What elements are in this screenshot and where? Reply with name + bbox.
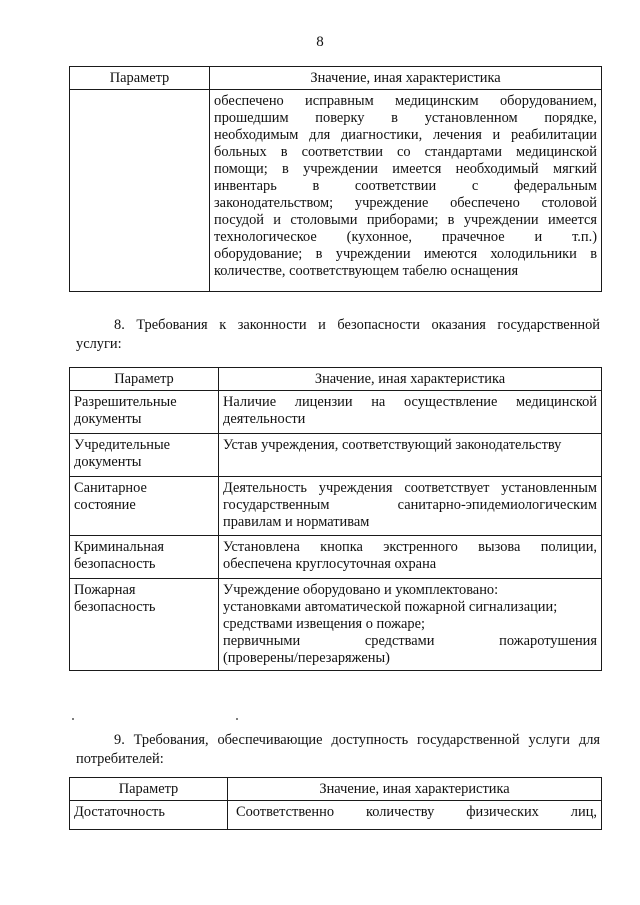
table-row (70, 90, 602, 292)
table-row (70, 477, 602, 536)
parameter-line: состояние (74, 497, 136, 513)
parameter-line: безопасность (74, 556, 156, 572)
scan-speck (236, 718, 238, 720)
value-line: средствами извещения о пожаре; (223, 616, 425, 632)
value-cell (219, 579, 602, 671)
table-equipment (69, 66, 602, 292)
text-line: инвентарь в соответствии с федеральным (214, 178, 597, 194)
value-line: деятельности (223, 411, 306, 427)
value-line: обеспечена круглосуточная охрана (223, 556, 437, 572)
section-8-line-1: 8. Требования к законности и безопасности оказания государственной (114, 317, 600, 333)
table-row (70, 801, 602, 830)
section-9-line-1: 9. Требования, обеспечивающие доступность государственной услуги для (114, 732, 600, 748)
table-row (70, 579, 602, 671)
section-9-heading (76, 731, 600, 769)
value-line: Устав учреждения, соответствующий законодательству (223, 437, 562, 453)
text-line: необходимым для диагностики, лечения и реабилитации (214, 127, 597, 143)
parameter-line: Учредительные (74, 437, 171, 453)
parameter-cell (70, 579, 219, 671)
value-line: Установлена кнопка экстренного вызова полиции, (223, 539, 597, 555)
value-line: Учреждение оборудовано и укомплектовано: (223, 582, 499, 598)
value-line: Наличие лицензии на осуществление медицинской (223, 394, 597, 410)
value-cell (219, 536, 602, 579)
header-parameter: Параметр (70, 368, 219, 391)
value-cell (228, 801, 602, 830)
parameter-cell (70, 90, 210, 292)
header-parameter: Параметр (70, 67, 210, 90)
value-line: правилам и нормативам (223, 514, 370, 530)
parameter-cell: Достаточность (70, 801, 228, 830)
value-line: установками автоматической пожарной сигнализации; (223, 599, 558, 615)
text-line: больных в соответствии со стандартами медицинской (214, 144, 597, 160)
table-row (70, 434, 602, 477)
value-line: (проверены/перезаряжены) (223, 650, 390, 666)
section-8-line-2: услуги: (76, 336, 122, 352)
text-line: прошедшим поверку в установленном порядке, (214, 110, 597, 126)
scan-speck (72, 718, 74, 720)
value-line: Деятельность учреждения соответствует установленным (223, 480, 597, 496)
value-cell (219, 477, 602, 536)
text-line: обеспечено исправным медицинским оборудованием, (214, 93, 597, 109)
page-number: 8 (316, 34, 324, 50)
table-header-row (70, 368, 602, 391)
section-9-line-2: потребителей: (76, 751, 164, 767)
value-line: первичными средствами пожаротушения (223, 633, 597, 649)
parameter-cell (70, 536, 219, 579)
value-line: государственным санитарно-эпидемиологическим (223, 497, 597, 513)
text-line: оборудование; в учреждении имеются холодильники в (214, 246, 597, 262)
header-parameter: Параметр (70, 778, 228, 801)
table-row (70, 536, 602, 579)
parameter-line: безопасность (74, 599, 156, 615)
header-value: Значение, иная характеристика (228, 778, 602, 801)
value-line: Соответственно количеству физических лиц, (236, 804, 597, 820)
text-line: законодательством; учреждение обеспечено столовой (214, 195, 597, 211)
parameter-cell (70, 434, 219, 477)
text-line: количестве, соответствующем табелю оснащения (214, 263, 519, 279)
section-8-heading (76, 316, 600, 354)
parameter-line: Санитарное (74, 480, 147, 496)
value-cell (219, 434, 602, 477)
text-line: посудой и столовыми приборами; в учреждении имеется (214, 212, 597, 228)
table-row (70, 391, 602, 434)
parameter-line: Пожарная (74, 582, 136, 598)
table-accessibility (69, 777, 602, 830)
value-cell (210, 90, 602, 292)
parameter-line: Разрешительные (74, 394, 177, 410)
header-value: Значение, иная характеристика (219, 368, 602, 391)
parameter-line: Криминальная (74, 539, 164, 555)
parameter-line: документы (74, 454, 142, 470)
text-line: технологическое (кухонное, прачечное и т.п.) (214, 229, 597, 245)
table-legality-safety (69, 367, 602, 671)
parameter-cell (70, 477, 219, 536)
table-header-row (70, 778, 602, 801)
parameter-line: документы (74, 411, 142, 427)
header-value: Значение, иная характеристика (210, 67, 602, 90)
value-cell (219, 391, 602, 434)
text-line: помощи; в учреждении имеется необходимый мягкий (214, 161, 597, 177)
table-header-row (70, 67, 602, 90)
parameter-cell (70, 391, 219, 434)
